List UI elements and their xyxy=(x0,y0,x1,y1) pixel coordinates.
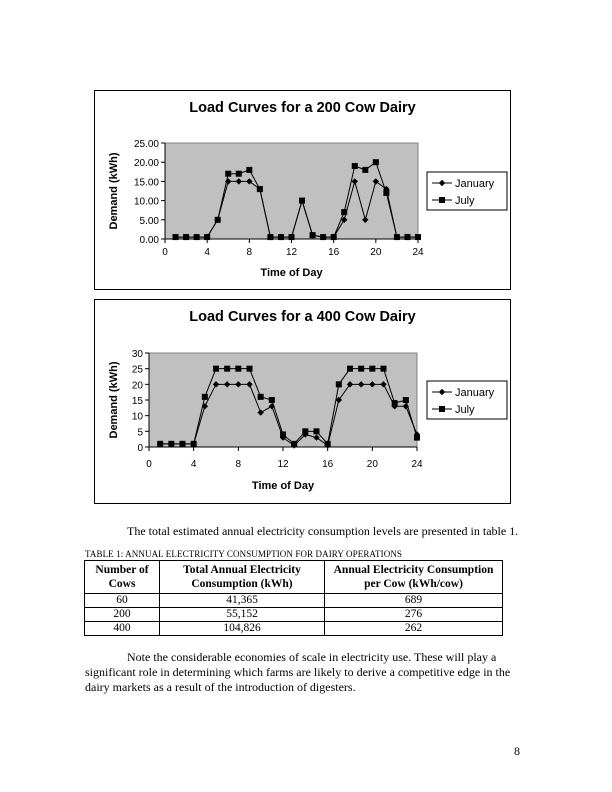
legend-label: July xyxy=(455,195,475,207)
table-cell: 689 xyxy=(325,594,503,608)
data-point-july xyxy=(310,232,316,238)
data-point-july xyxy=(246,167,252,173)
data-point-july xyxy=(320,234,326,240)
data-point-july xyxy=(394,234,400,240)
x-tick-label: 0 xyxy=(146,459,152,470)
x-tick-label: 16 xyxy=(328,247,340,258)
header-line: Annual Electricity Consumption xyxy=(333,564,494,576)
chart-400-cow-svg xyxy=(95,300,510,503)
header-line: per Cow (kWh/cow) xyxy=(364,578,463,590)
data-point-july xyxy=(267,234,273,240)
data-point-july xyxy=(299,198,305,204)
y-tick-label: 15 xyxy=(131,396,143,407)
data-point-july xyxy=(269,397,275,403)
data-point-july xyxy=(213,366,219,372)
data-point-july xyxy=(369,366,375,372)
table-row xyxy=(85,608,503,622)
data-point-july xyxy=(180,441,186,447)
intro-paragraph: The total estimated annual electricity consumption levels are presented in table 1. xyxy=(127,524,519,538)
legend-marker-square xyxy=(439,406,445,412)
page-number: 8 xyxy=(514,744,520,758)
y-axis-label: Demand (kWh) xyxy=(108,361,120,439)
y-tick-label: 15.00 xyxy=(133,177,159,189)
data-point-july xyxy=(183,234,189,240)
data-point-july xyxy=(157,441,163,447)
data-point-july xyxy=(235,366,241,372)
chart-200-cow-svg xyxy=(95,91,510,289)
y-tick-label: 5.00 xyxy=(139,215,159,227)
data-point-july xyxy=(191,441,197,447)
x-tick-label: 20 xyxy=(370,247,382,258)
data-point-july xyxy=(415,234,421,240)
data-point-july xyxy=(362,167,368,173)
x-tick-label: 24 xyxy=(412,247,424,258)
data-point-july xyxy=(247,366,253,372)
x-tick-label: 20 xyxy=(366,459,378,470)
closing-paragraph: Note the considerable economies of scale in electricity use. These will play a significant role in determining which farms are likely to derive a competitive edge in the dairy markets as a result of the introduction of digesters. xyxy=(85,650,511,694)
table-cell: 41,365 xyxy=(160,594,325,608)
data-point-july xyxy=(314,428,320,434)
y-tick-label: 20 xyxy=(131,380,143,392)
data-point-july xyxy=(336,381,342,387)
data-point-july xyxy=(225,171,231,177)
data-point-july xyxy=(278,234,284,240)
x-tick-label: 16 xyxy=(322,459,334,470)
data-point-july xyxy=(341,209,347,215)
data-point-july xyxy=(204,234,210,240)
chart-400-cow-dairy xyxy=(94,299,511,504)
x-tick-label: 24 xyxy=(411,459,423,470)
y-tick-label: 10 xyxy=(131,411,143,423)
legend-marker-square xyxy=(439,197,445,203)
plot-area xyxy=(165,143,418,239)
table-cell: 60 xyxy=(85,594,160,608)
header-line: Number of xyxy=(95,564,149,576)
y-tick-label: 5 xyxy=(137,427,143,439)
data-point-july xyxy=(236,171,242,177)
col-header-cows xyxy=(85,561,160,594)
data-point-july xyxy=(289,234,295,240)
electricity-table xyxy=(84,560,503,636)
header-line: Cows xyxy=(108,578,136,590)
data-point-july xyxy=(173,234,179,240)
x-tick-label: 12 xyxy=(285,247,298,258)
data-point-july xyxy=(347,366,353,372)
data-point-july xyxy=(257,186,263,192)
y-tick-label: 0.00 xyxy=(139,235,159,246)
table-cell: 200 xyxy=(85,608,160,622)
x-tick-label: 4 xyxy=(190,459,197,470)
chart-title: Load Curves for a 400 Cow Dairy xyxy=(189,309,416,325)
table-caption: TABLE 1: ANNUAL ELECTRICITY CONSUMPTION FOR DAIRY OPERATIONS xyxy=(85,549,403,559)
data-point-july xyxy=(392,400,398,406)
table-cell: 276 xyxy=(325,608,503,622)
data-point-july xyxy=(168,441,174,447)
x-tick-label: 12 xyxy=(277,459,289,470)
x-tick-label: 4 xyxy=(204,247,210,258)
table-header-row xyxy=(85,561,503,594)
col-header-per-cow xyxy=(325,561,503,594)
data-point-july xyxy=(194,234,200,240)
x-tick-label: 8 xyxy=(235,459,242,470)
data-point-july xyxy=(381,366,387,372)
data-point-july xyxy=(258,394,264,400)
data-point-july xyxy=(302,428,308,434)
y-tick-label: 25.00 xyxy=(133,139,159,150)
col-header-total xyxy=(160,561,325,594)
table-row xyxy=(85,622,503,636)
legend-label: January xyxy=(455,178,495,190)
y-tick-label: 0 xyxy=(137,443,143,454)
data-point-july xyxy=(414,435,420,441)
y-tick-label: 30 xyxy=(131,349,143,360)
chart-title: Load Curves for a 200 Cow Dairy xyxy=(189,100,416,116)
data-point-july xyxy=(352,163,358,169)
data-point-july xyxy=(202,394,208,400)
table-cell: 262 xyxy=(325,622,503,636)
data-point-july xyxy=(358,366,364,372)
table-cell: 400 xyxy=(85,622,160,636)
data-point-july xyxy=(291,441,297,447)
data-point-july xyxy=(383,190,389,196)
table-cell: 55,152 xyxy=(160,608,325,622)
data-point-july xyxy=(280,431,286,437)
x-tick-label: 8 xyxy=(246,247,253,258)
x-axis-label: Time of Day xyxy=(251,480,315,492)
data-point-july xyxy=(403,397,409,403)
legend-label: July xyxy=(455,404,475,416)
header-line: Total Annual Electricity xyxy=(183,564,301,576)
data-point-july xyxy=(404,234,410,240)
data-point-july xyxy=(325,441,331,447)
y-tick-label: 20.00 xyxy=(133,158,159,170)
data-point-july xyxy=(224,366,230,372)
y-axis-label: Demand (kWh) xyxy=(108,152,120,230)
chart-200-cow-dairy xyxy=(94,90,511,290)
header-line: Consumption (kWh) xyxy=(191,578,293,590)
x-tick-label: 0 xyxy=(162,247,168,258)
table-row xyxy=(85,594,503,608)
data-point-july xyxy=(331,234,337,240)
data-point-july xyxy=(373,159,379,165)
data-point-july xyxy=(215,217,221,223)
table-cell: 104,826 xyxy=(160,622,325,636)
x-axis-label: Time of Day xyxy=(260,267,323,279)
legend-label: January xyxy=(455,387,495,399)
y-tick-label: 10.00 xyxy=(133,196,159,208)
y-tick-label: 25 xyxy=(131,364,143,376)
